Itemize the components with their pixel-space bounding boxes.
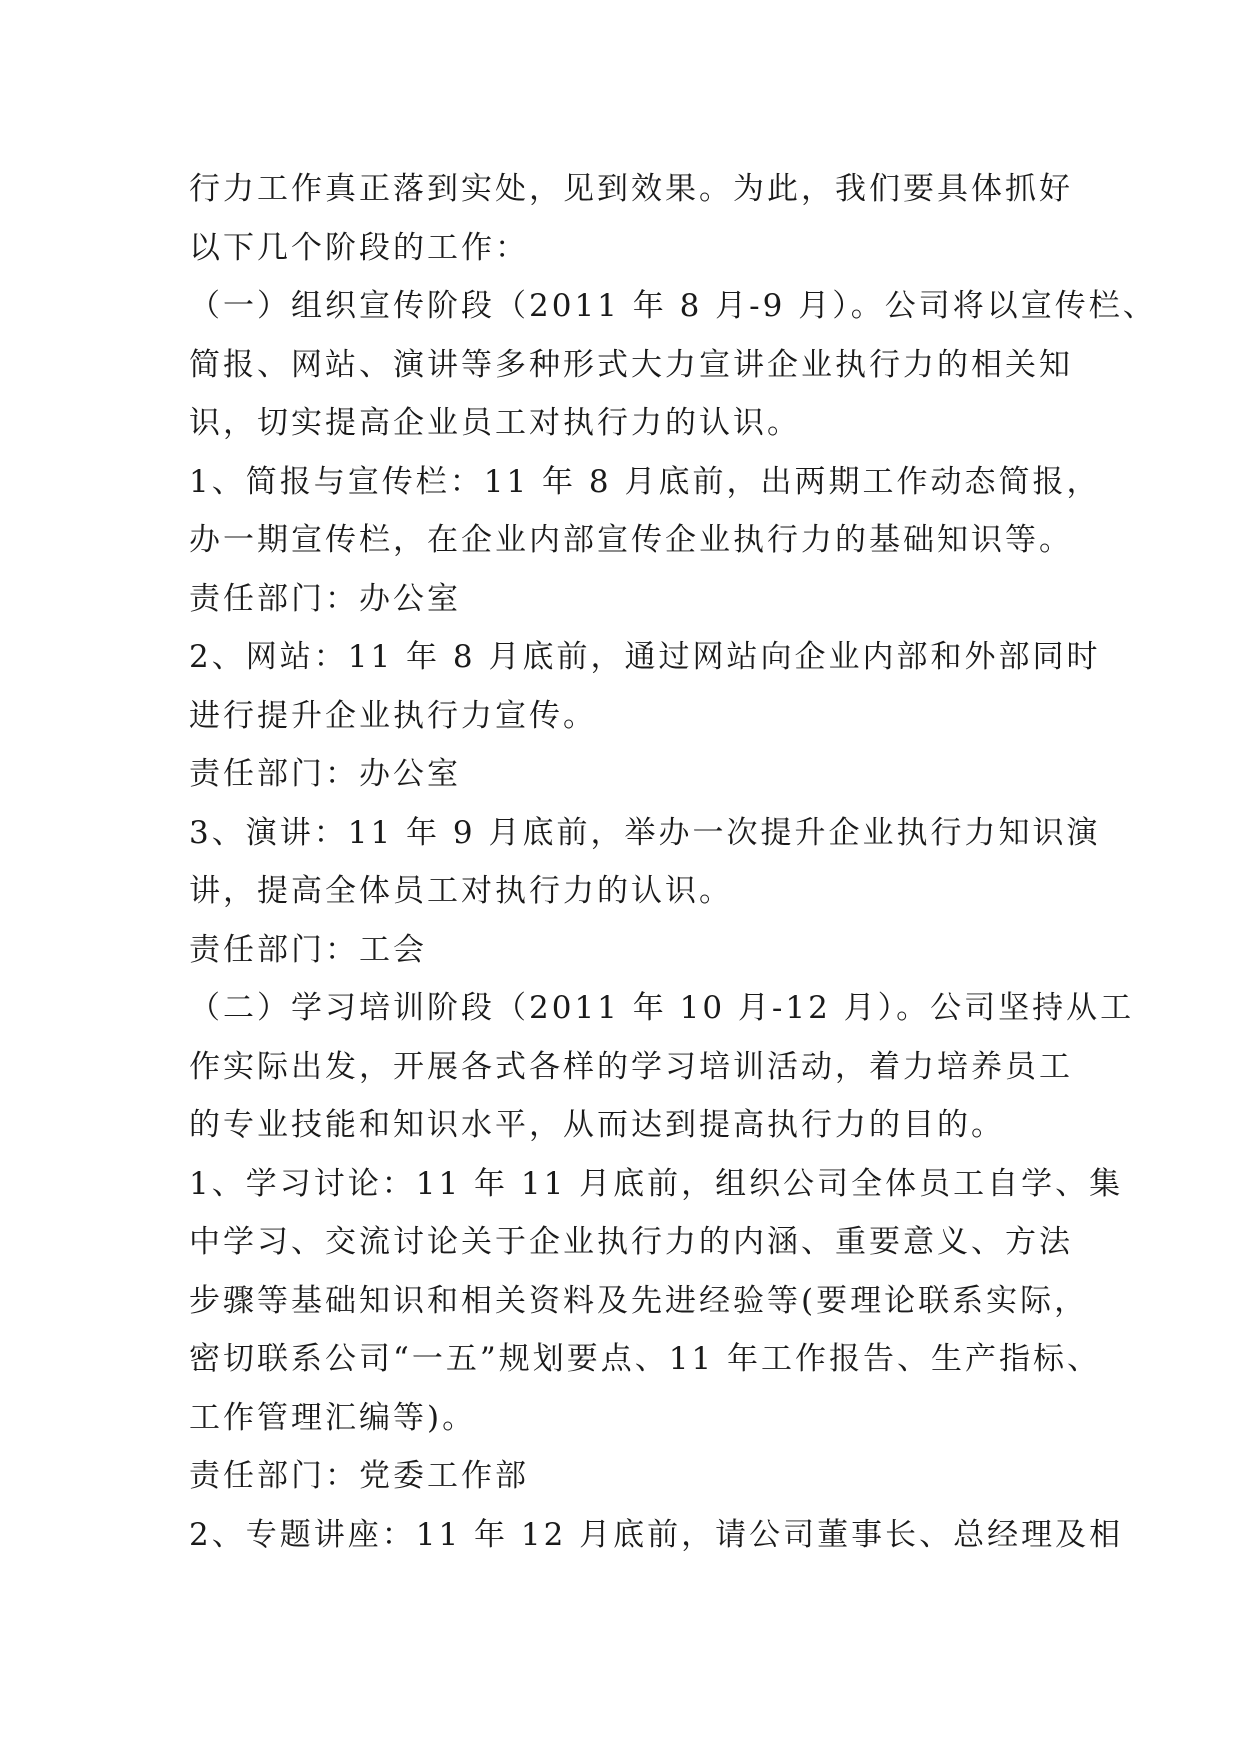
responsible-department: 责任部门：工会	[189, 931, 427, 968]
item-1-1: 1、简报与宣传栏：11 年 8 月底前，出两期工作动态简报，	[189, 463, 1101, 500]
section-heading-1: （一）组织宣传阶段（2011 年 8 月-9 月）。公司将以宣传栏、	[189, 288, 1157, 324]
text-line: 工作管理汇编等)。	[189, 1399, 477, 1436]
text-line: 的专业技能和知识水平，从而达到提高执行力的目的。	[189, 1107, 1005, 1143]
text-line: 以下几个阶段的工作：	[189, 229, 529, 266]
section-heading-2: （二）学习培训阶段（2011 年 10 月-12 月）。公司坚持从工	[189, 990, 1135, 1026]
item-2-1: 1、学习讨论：11 年 11 月底前，组织公司全体员工自学、集	[189, 1165, 1124, 1202]
item-2-2: 2、专题讲座：11 年 12 月底前，请公司董事长、总经理及相	[189, 1516, 1124, 1553]
item-1-3: 3、演讲：11 年 9 月底前，举办一次提升企业执行力知识演	[189, 814, 1101, 851]
text-line: 识，切实提高企业员工对执行力的认识。	[189, 405, 801, 441]
text-line: 讲，提高全体员工对执行力的认识。	[189, 873, 733, 909]
document-body	[189, 160, 1157, 1564]
responsible-department: 责任部门：办公室	[189, 756, 461, 792]
responsible-department: 责任部门：办公室	[189, 580, 461, 617]
text-line: 密切联系公司“一五”规划要点、11 年工作报告、生产指标、	[189, 1341, 1101, 1377]
text-line: 进行提升企业执行力宣传。	[189, 697, 597, 734]
item-1-2: 2、网站：11 年 8 月底前，通过网站向企业内部和外部同时	[189, 639, 1101, 675]
responsible-department: 责任部门：党委工作部	[189, 1458, 529, 1494]
text-line: 作实际出发，开展各式各样的学习培训活动，着力培养员工	[189, 1048, 1073, 1085]
text-line: 步骤等基础知识和相关资料及先进经验等(要理论联系实际，	[189, 1282, 1089, 1319]
text-line: 行力工作真正落到实处，见到效果。为此，我们要具体抓好	[189, 171, 1073, 207]
text-line: 办一期宣传栏，在企业内部宣传企业执行力的基础知识等。	[189, 522, 1073, 558]
text-line: 简报、网站、演讲等多种形式大力宣讲企业执行力的相关知	[189, 346, 1073, 383]
text-line: 中学习、交流讨论关于企业执行力的内涵、重要意义、方法	[189, 1224, 1073, 1260]
